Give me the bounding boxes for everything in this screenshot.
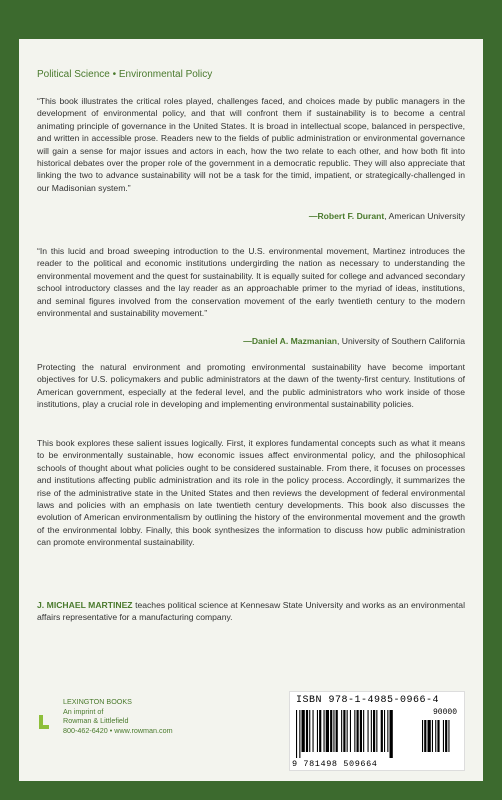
publisher-imprint: An imprint of (63, 706, 104, 716)
publisher-block (37, 695, 207, 755)
barcode-bar (373, 710, 375, 752)
barcode-bar (390, 710, 393, 758)
attribution-affiliation: , University of Southern California (336, 336, 465, 346)
barcode-bar (341, 710, 342, 752)
description-paragraph-2: This book explores these salient issues logically. First, it explores fundamental concepts such as what it means to be environmentally sustainable, how economic issues affect environmental policy, and the philosophical schools of thought about what policies ought to be considered sustainable. From there, it focuses on processes and institutions affecting public administration and its role in the policy process. Accordingly, it summarizes the rise of the administrative state in the United States and then reviews the development of federal environmental laws and policies with an emphasis on late twentieth century developments. This book also discusses the evolution of American environmentalism by outlining the history of the environmental movement and the growth of the environmental lobby. Finally, this book synthesizes the information to discuss how public administration can promote environmental sustainability. (37, 438, 465, 548)
barcode-bar (324, 710, 325, 752)
barcode-bar (445, 720, 447, 752)
barcode-bar (347, 710, 348, 752)
author-bio (37, 599, 465, 624)
barcode-box (289, 691, 465, 771)
isbn-text: ISBN 978-1-4985-0966-4 (296, 695, 440, 706)
publisher-name: LEXINGTON BOOKS (63, 697, 132, 706)
attribution-name: —Daniel A. Mazmanian (243, 336, 337, 346)
barcode-bar (296, 710, 297, 758)
barcode-bar (443, 720, 444, 752)
back-cover (19, 39, 483, 781)
barcode-bar (326, 710, 329, 752)
barcode-bar (384, 710, 385, 752)
author-name: J. MICHAEL MARTINEZ (37, 600, 133, 610)
barcode-bar (333, 710, 334, 752)
blurb-durant: “This book illustrates the critical roles played, challenges faced, and choices made by public managers in the development of environmental policy, and that will confront them if sustainability is to become a central animating principle of governance in the United States. It is broad in intellectual scope, balanced in perspective, and written in accessible prose. Readers new to the fields of public administration or environmental governance will gain a sense for major issues and actors in each, how the two relate to each other, and how both fit into historical debates over the proper role of the government in a democratic republic. They will also appreciate that linking the two to advance sustainability will not be a task for the timid, impatient, or strategically-challenged in our Madisonian system.” (37, 96, 465, 193)
barcode-bar (350, 710, 351, 752)
barcode-bar (302, 710, 305, 752)
barcode-bar (387, 710, 388, 752)
barcode-bar (354, 710, 355, 752)
attribution-affiliation: , American University (384, 211, 465, 221)
barcode-bar (357, 710, 359, 752)
barcode-bar (432, 720, 433, 752)
barcode-bar (424, 720, 426, 752)
attribution-durant (309, 211, 465, 221)
barcode-digits: 9 781498 509664 (292, 759, 378, 769)
barcode-bar (313, 710, 314, 752)
barcode-bar (360, 710, 362, 752)
publisher-contact: 800-462-6420 • www.rowman.com (63, 725, 173, 735)
price-code: 90000 (432, 708, 457, 717)
barcode-bar (319, 710, 321, 752)
barcode-bar (376, 710, 377, 752)
description-paragraph-1: Protecting the natural environment and promoting environmental sustainability have become important objectives for U.S. policymakers and public administrators at the dawn of the twenty-first century. Institutions of American government, especially at the federal level, and the public administrators who work inside of those institutions, play a crucial role in developing and implementing environmental sustainability policies. (37, 362, 465, 410)
barcode-bar (435, 720, 436, 752)
barcode-bar (371, 710, 372, 752)
barcode-bar (381, 710, 383, 752)
barcode-bar (437, 720, 439, 752)
publisher-parent: Rowman & Littlefield (63, 716, 129, 726)
barcode-bar (448, 720, 449, 752)
blurb-mazmanian: “In this lucid and broad sweeping introduction to the U.S. environmental movement, Martinez introduces the reader to the political and economic institutions undergirding the nation as necessary to understanding the environmental movement and the quest for sustainability. It is equally suited for college and advanced secondary school introductory classes and the lay reader as an approachable primer to the myriad of ideas, institutions, and seminal figures involved from the conservation movement of the early twentieth century to the modern environmental and sustainability movement.” (37, 246, 465, 319)
barcode-bar (422, 720, 423, 752)
category-line: Political Science • Environmental Policy (37, 69, 213, 80)
barcode-bar (363, 710, 364, 752)
barcode-bar (428, 720, 431, 752)
barcode-bar (306, 710, 308, 752)
barcode-bar (309, 710, 310, 752)
attribution-mazmanian (243, 336, 465, 346)
barcode-bar (330, 710, 332, 752)
author-bio-text: teaches political science at Kennesaw State University and works as an environmental affairs representative for a manufacturing company. (37, 600, 465, 623)
barcode-bar (317, 710, 318, 752)
barcode-bar (336, 710, 338, 752)
barcode-bar (368, 710, 369, 752)
attribution-name: —Robert F. Durant (308, 211, 385, 221)
barcode-bar (299, 710, 300, 758)
barcode-bar (343, 710, 345, 752)
barcode-image (294, 710, 460, 758)
publisher-logo-icon (37, 713, 51, 731)
